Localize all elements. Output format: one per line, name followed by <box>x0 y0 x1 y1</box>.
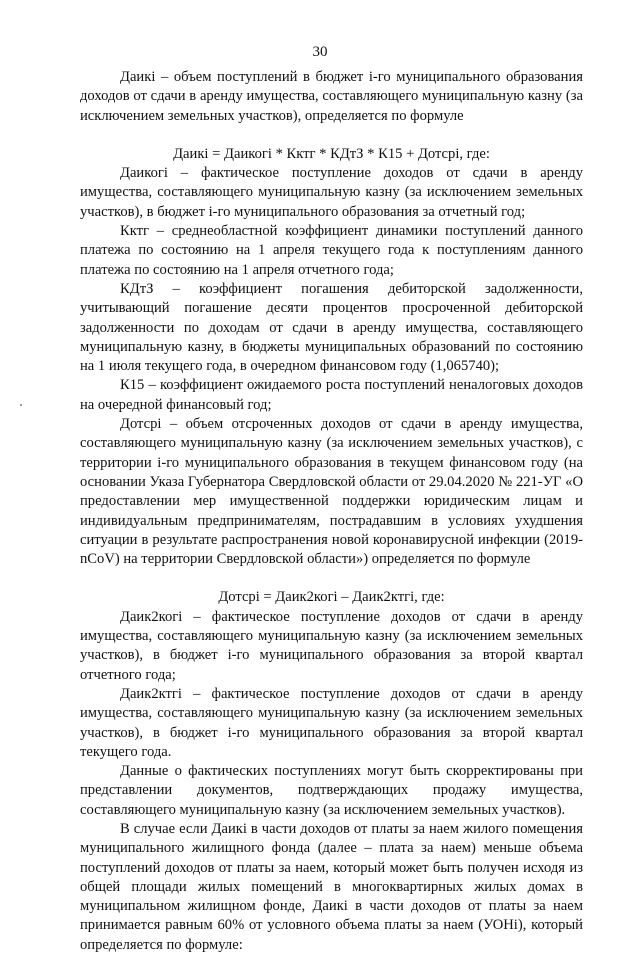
paragraph-daikog: Даикогi – фактическое поступление доходов от сдачи в аренду имущества, составляющего муниципальную казну (за исключением земельных участков), в бюджет i-го муниципального образования за отчетный год; <box>80 165 583 220</box>
paragraph-kdtz: КДтЗ – коэффициент погашения дебиторской задолженности, учитывающий погашение десяти процентов просроченной дебиторской задолженности по доходам от сдачи в аренду имущества, составляющего муниципальную казну, в бюджеты муниципальных образований по состоянию на 1 июля текущего года, в очередном финансовом году (1,065740); <box>80 280 583 375</box>
paragraph-daik-definition: Даикi – объем поступлений в бюджет i-го муниципального образования доходов от сдачи в аренду имущества, составляющего муниципальную казну (за исключением земельных участков), определяется по формуле <box>80 69 583 124</box>
paragraph-dotsr: Дотсрi – объем отсроченных доходов от сдачи в аренду имущества, составляющего муниципальную казну (за исключением земельных участков), с территории i-го муниципального образования в текущем финансовом году (на основании Указа Губернатора Свердловской области от 29.04.2020 № 221-УГ «О предоставлении мер имущественной поддержки юридическим лицам и индивидуальным предпринимателям, пострадавшим в условиях ухудшения ситуации в результате распространения новой коронавирусной инфекции (2019-nCoV) на территории Свердловской области») определяется по формуле <box>80 416 583 568</box>
paragraph-daik2kog: Даик2когi – фактическое поступление доходов от сдачи в аренду имущества, составляющего муниципальную казну (за исключением земельных участков), в бюджет i-го муниципального образования за второй квартал отчетного года; <box>80 608 583 683</box>
page-number: 30 <box>312 44 328 60</box>
paragraph-daik2ktg: Даик2ктгi – фактическое поступление доходов от сдачи в аренду имущества, составляющего муниципальную казну (за исключением земельных участков), в бюджет i-го муниципального образования за второй квартал текущего года. <box>80 685 583 760</box>
scan-speck <box>20 404 22 406</box>
paragraph-rent-payment: В случае если Даикi в части доходов от платы за наем жилого помещения муниципального жилищного фонда (далее – плата за наем) меньше объема поступлений доходов от платы за наем, который может быть получен исходя из общей площади жилых помещений в многоквартирных жилых домах в муниципальном жилищном фонде, Даикi в части доходов от платы за наем принимается равным 60% от условного объема платы за наем (УОНi), который определяется по формуле: <box>80 820 583 953</box>
paragraph-kktg: Кктг – среднеобластной коэффициент динамики поступлений данного платежа по состоянию на 1 апреля текущего года к поступлениям данного платежа по состоянию на 1 апреля отчетного года; <box>80 223 583 278</box>
formula-dotsr: Дотсрi = Даик2когi – Даик2ктгi, где: <box>218 589 445 606</box>
document-body <box>80 68 583 955</box>
paragraph-k15: К15 – коэффициент ожидаемого роста поступлений неналоговых доходов на очередной финансовый год; <box>80 377 583 413</box>
formula-daik: Даикi = Даикогi * Кктг * КДтЗ * К15 + Дотсрi, где: <box>173 145 490 162</box>
paragraph-correction: Данные о фактических поступлениях могут быть скорректированы при представлении документов, подтверждающих продажу имущества, составляющего муниципальную казну (за исключением земельных участков). <box>80 763 583 818</box>
